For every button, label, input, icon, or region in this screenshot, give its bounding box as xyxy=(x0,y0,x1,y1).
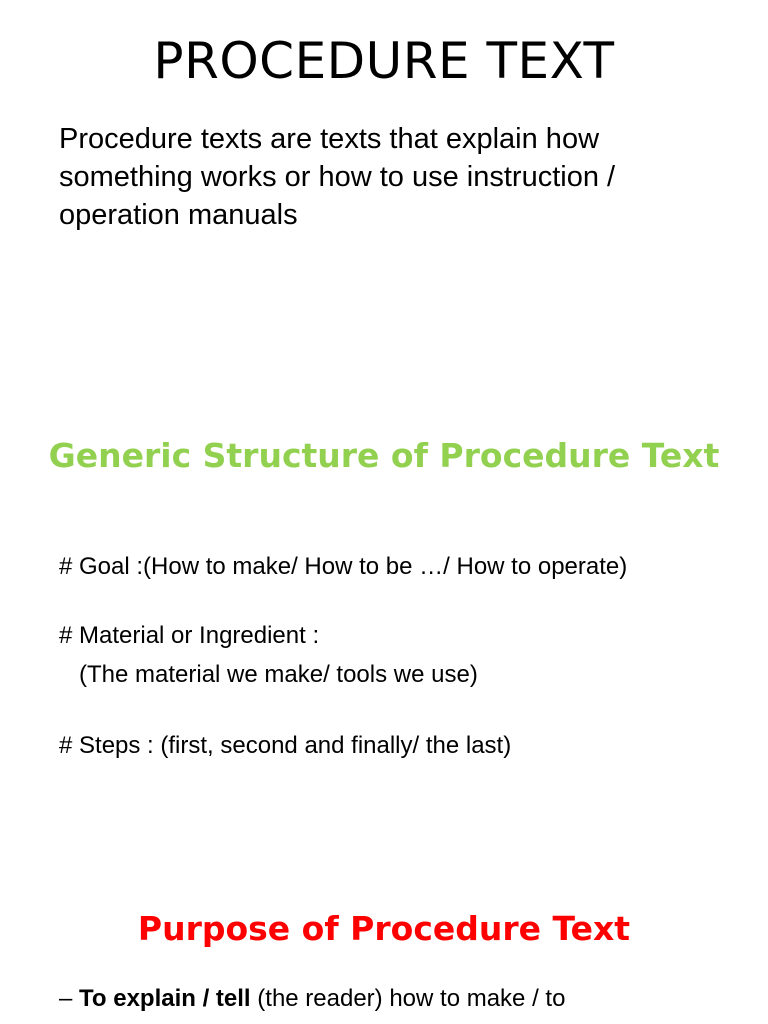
goal-item: # Goal :(How to make/ How to be …/ How to operate) xyxy=(59,553,628,580)
purpose-rest-text: (the reader) how to make / to xyxy=(250,985,566,1012)
purpose-bold-text: To explain / tell xyxy=(79,985,251,1012)
intro-paragraph: Procedure texts are texts that explain how something works or how to use instruction / operation manuals xyxy=(59,123,616,231)
page-title: PROCEDURE TEXT xyxy=(153,32,615,90)
material-label: # Material or Ingredient : xyxy=(59,622,320,649)
purpose-line xyxy=(59,981,759,1017)
steps-item: # Steps : (first, second and finally/ the last) xyxy=(59,732,512,759)
material-item xyxy=(59,616,749,694)
material-detail: (The material we make/ tools we use) xyxy=(79,661,478,688)
purpose-heading: Purpose of Procedure Text xyxy=(137,909,631,948)
structure-heading: Generic Structure of Procedure Text xyxy=(48,436,720,475)
purpose-dash: – xyxy=(59,985,80,1012)
